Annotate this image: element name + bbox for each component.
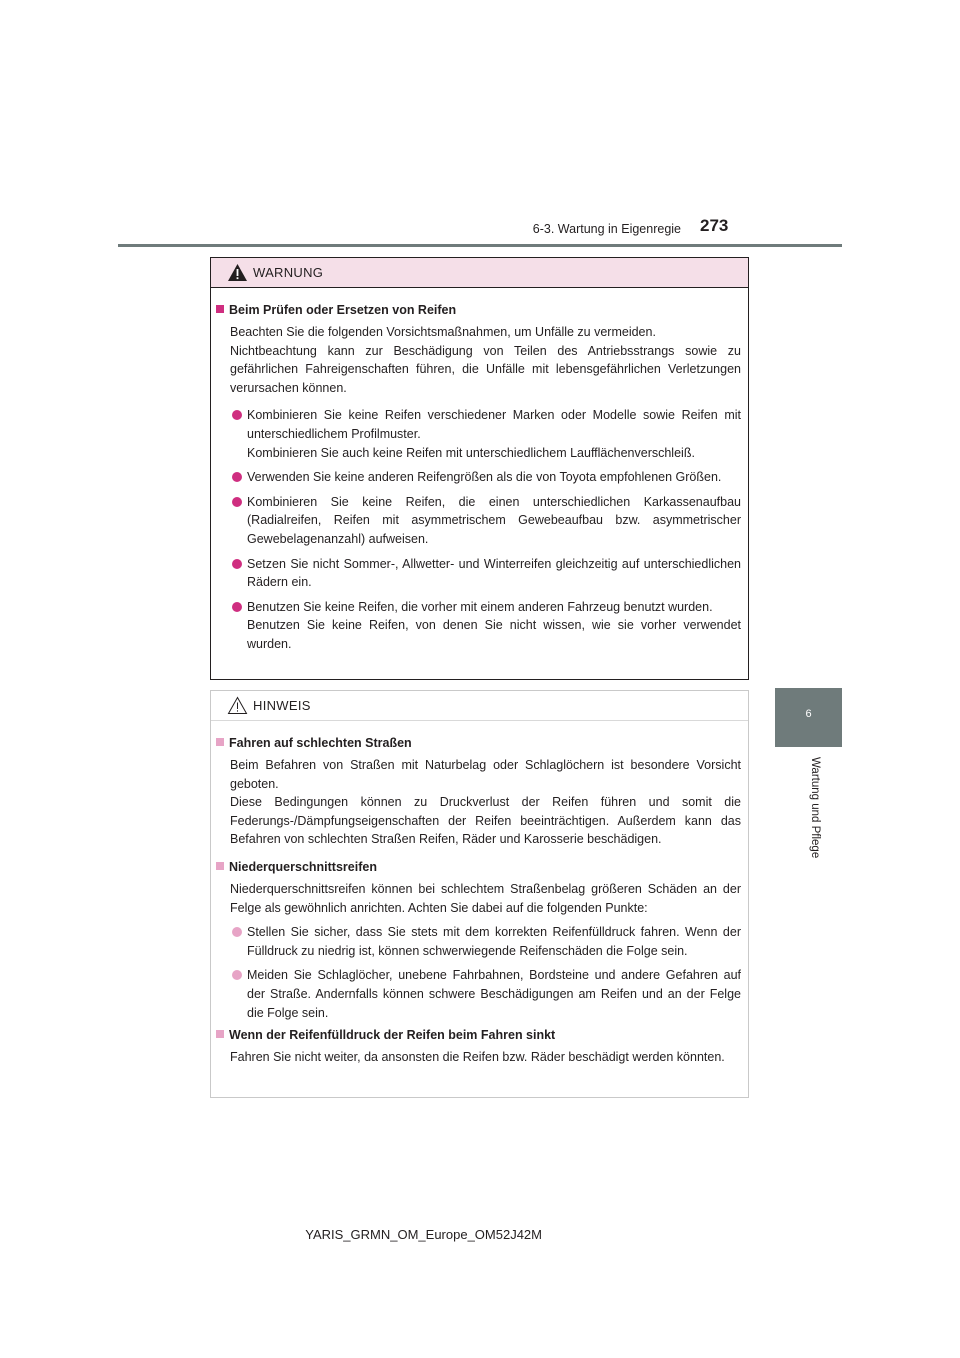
warning-bullet: Kombinieren Sie keine Reifen verschiedener Marken oder Modelle sowie Reifen mit unterschiedlichem Profilmuster. Kombinieren Sie auch keine Reifen mit unterschiedlichem Laufflächenverschleiß.: [216, 406, 741, 462]
notice-box: [210, 690, 749, 1098]
notice-bullet: Stellen Sie sicher, dass Sie stets mit dem korrekten Reifenfülldruck fahren. Wenn der Fülldruck zu niedrig ist, können schwerwiegende Reifenschäden die Folge sein.: [216, 923, 741, 960]
notice-bullet: Meiden Sie Schlaglöcher, unebene Fahrbahnen, Bordsteine und andere Gefahren auf der Straße. Andernfalls können schwere Beschädigungen am Reifen und an der Felge die Folge sein.: [216, 966, 741, 1022]
square-bullet-icon: [216, 862, 224, 870]
section-title: 6-3. Wartung in Eigenregie: [532, 222, 681, 236]
warning-section-title: Beim Prüfen oder Ersetzen von Reifen: [216, 301, 741, 319]
chapter-label: Wartung und Pflege: [809, 757, 821, 859]
square-bullet-icon: [216, 1030, 224, 1038]
caution-triangle-outline-icon: [227, 696, 248, 715]
notice-paragraph: Niederquerschnittsreifen können bei schlechtem Straßenbelag größeren Schäden an der Felge als gewöhnlich anrichten. Achten Sie dabei auf die folgenden Punkte:: [230, 881, 741, 915]
warning-header: [211, 258, 748, 288]
page-number: 273: [700, 216, 729, 235]
notice-section-title: Wenn der Reifenfülldruck der Reifen beim Fahren sinkt: [216, 1026, 741, 1044]
round-bullet-icon: [232, 497, 242, 507]
notice-paragraph: Beim Befahren von Straßen mit Naturbelag oder Schlaglöchern ist besondere Vorsicht geboten. Diese Bedingungen können zu Druckverlust der Reifen führen und somit die Federungs-/Dämpfungseigenschaften der Reifen beeinträchtigen. Außerdem kann das Befahren von schlechten Straßen Reifen, Räder und Karosserie beschädigen.: [230, 758, 741, 847]
notice-header: [211, 691, 748, 721]
square-bullet-icon: [216, 305, 224, 313]
header-divider: [118, 244, 842, 247]
round-bullet-icon: [232, 410, 242, 420]
warning-bullet: Kombinieren Sie keine Reifen, die einen unterschiedlichen Karkassenaufbau (Radialreifen, Reifen mit asymmetrischem Gewebeaufbau bzw. asymmetrischer Gewebelagenanzahl) aufweisen.: [216, 493, 741, 549]
round-bullet-icon: [232, 559, 242, 569]
warning-bullet: Setzen Sie nicht Sommer-, Allwetter- und Winterreifen gleichzeitig auf unterschiedlichen Rädern ein.: [216, 555, 741, 592]
chapter-tab: [775, 688, 842, 747]
warning-intro: Beachten Sie die folgenden Vorsichtsmaßnahmen, um Unfälle zu vermeiden. Nichtbeachtung kann zur Beschädigung von Teilen des Antriebsstrangs sowie zu gefährlichen Fahreigenschaften führen, die Unfälle mit lebensgefährlichen Verletzungen verursachen können.: [230, 325, 741, 395]
warning-title: WARNUNG: [253, 265, 324, 280]
warning-triangle-icon: [227, 263, 248, 282]
round-bullet-icon: [232, 970, 242, 980]
notice-section-title: Niederquerschnittsreifen: [216, 858, 741, 876]
notice-paragraph: Fahren Sie nicht weiter, da ansonsten die Reifen bzw. Räder beschädigt werden könnten.: [230, 1050, 725, 1065]
notice-title: HINWEIS: [253, 698, 311, 713]
square-bullet-icon: [216, 738, 224, 746]
round-bullet-icon: [232, 602, 242, 612]
round-bullet-icon: [232, 472, 242, 482]
round-bullet-icon: [232, 927, 242, 937]
warning-bullet: Verwenden Sie keine anderen Reifengrößen als die von Toyota empfohlenen Größen.: [216, 468, 741, 487]
warning-box: [210, 257, 749, 680]
notice-section-title: Fahren auf schlechten Straßen: [216, 734, 741, 752]
warning-bullet: Benutzen Sie keine Reifen, die vorher mit einem anderen Fahrzeug benutzt wurden. Benutzen Sie keine Reifen, von denen Sie nicht wissen, wie sie vorher verwendet wurden.: [216, 598, 741, 654]
chapter-number: 6: [805, 708, 812, 720]
document-code: YARIS_GRMN_OM_Europe_OM52J42M: [305, 1227, 542, 1242]
